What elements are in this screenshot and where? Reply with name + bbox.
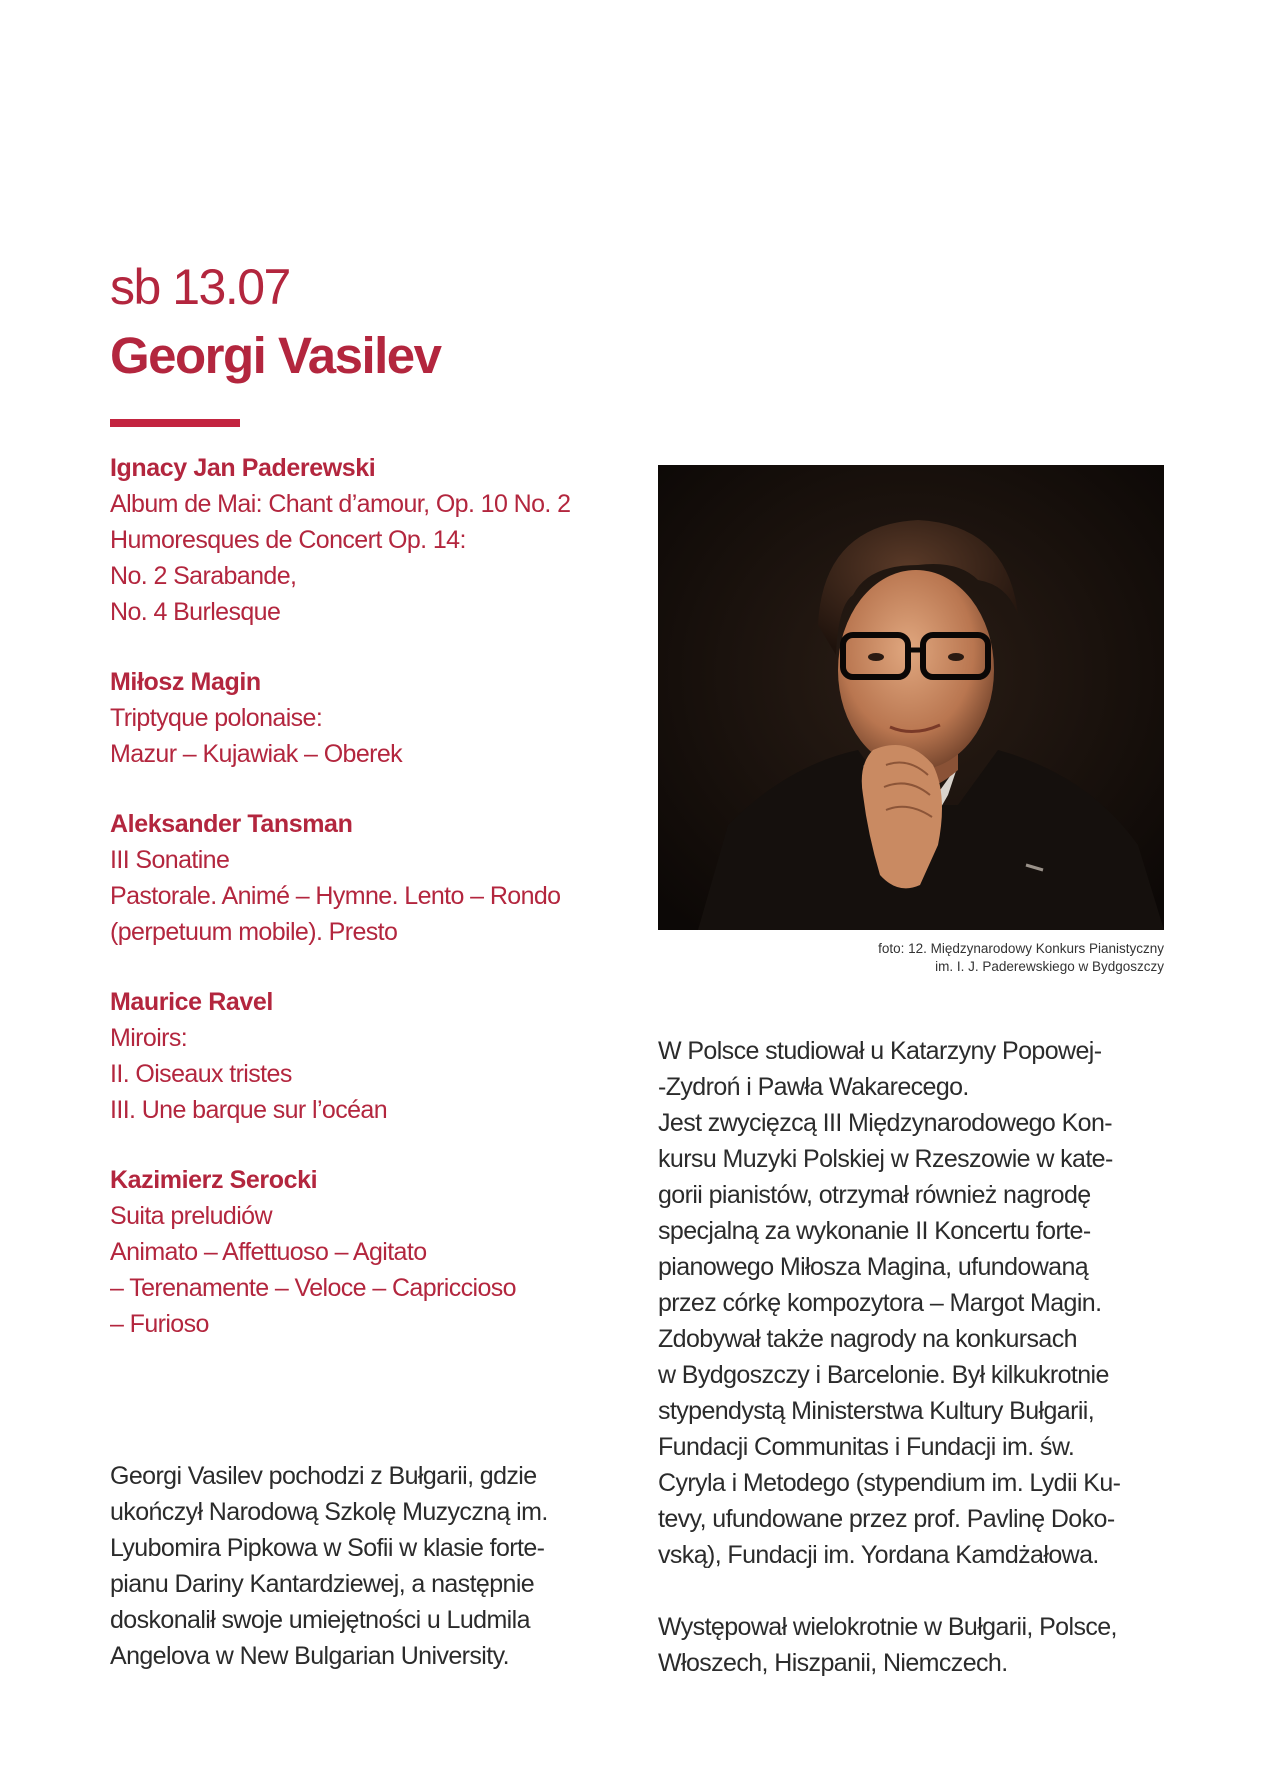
work-line: III. Une barque sur l’océan <box>110 1096 388 1124</box>
bio-line: stypendystą Ministerstwa Kultury Bułgarii, <box>658 1397 1095 1425</box>
bio-line: pianowego Miłosza Magina, ufundowaną <box>658 1253 1089 1281</box>
bio-left-column <box>110 1458 630 1674</box>
work-line: Animato – Affettuoso – Agitato <box>110 1238 427 1266</box>
paragraph-gap <box>658 1573 1178 1609</box>
program-item <box>110 1162 630 1342</box>
concert-date: sb 13.07 <box>110 259 290 315</box>
bio-line: kursu Muzyki Polskiej w Rzeszowie w kate- <box>658 1145 1113 1173</box>
composer-name: Kazimierz Serocki <box>110 1166 318 1194</box>
bio-line: tevy, ufundowane przez prof. Pavlinę Doko- <box>658 1505 1115 1533</box>
work-line: – Terenamente – Veloce – Capriccioso <box>110 1274 516 1302</box>
caption-line: foto: 12. Międzynarodowy Konkurs Pianistyczny <box>878 941 1164 956</box>
bio-line: Angelova w New Bulgarian University. <box>110 1642 509 1670</box>
work-line: II. Oiseaux tristes <box>110 1060 292 1088</box>
program-item <box>110 450 630 630</box>
bio-line: Lyubomira Pipkowa w Sofii w klasie forte- <box>110 1534 545 1562</box>
bio-line: doskonalił swoje umiejętności u Ludmila <box>110 1606 530 1634</box>
work-line: III Sonatine <box>110 846 230 874</box>
work-line: Miroirs: <box>110 1024 188 1052</box>
bio-line: Jest zwycięzcą III Międzynarodowego Kon- <box>658 1109 1112 1137</box>
bio-line: przez córkę kompozytora – Margot Magin. <box>658 1289 1102 1317</box>
work-line: No. 2 Sarabande, <box>110 562 297 590</box>
bio-line: w Bydgoszczy i Barcelonie. Był kilkukrotnie <box>658 1361 1109 1389</box>
bio-line: Włoszech, Hiszpanii, Niemczech. <box>658 1649 1008 1677</box>
bio-line: gorii pianistów, otrzymał również nagrodę <box>658 1181 1091 1209</box>
accent-rule <box>110 419 240 427</box>
performer-photo <box>658 465 1164 930</box>
program-list <box>110 450 630 1376</box>
work-line: Pastorale. Animé – Hymne. Lento – Rondo <box>110 882 561 910</box>
work-line: (perpetuum mobile). Presto <box>110 918 398 946</box>
bio-line: W Polsce studiował u Katarzyny Popowej- <box>658 1037 1102 1065</box>
bio-line: Zdobywał także nagrody na konkursach <box>658 1325 1077 1353</box>
work-line: Humoresques de Concert Op. 14: <box>110 526 466 554</box>
work-line: Album de Mai: Chant d’amour, Op. 10 No. 2 <box>110 490 571 518</box>
program-item <box>110 806 630 950</box>
bio-line: -Zydroń i Pawła Wakarecego. <box>658 1073 969 1101</box>
bio-line: Georgi Vasilev pochodzi z Bułgarii, gdzie <box>110 1462 537 1490</box>
composer-name: Miłosz Magin <box>110 668 261 696</box>
photo-caption <box>658 940 1164 976</box>
work-line: No. 4 Burlesque <box>110 598 281 626</box>
caption-line: im. I. J. Paderewskiego w Bydgoszczy <box>935 959 1164 974</box>
work-line: Mazur – Kujawiak – Oberek <box>110 740 403 768</box>
program-item <box>110 664 630 772</box>
composer-name: Maurice Ravel <box>110 988 273 1016</box>
composer-name: Aleksander Tansman <box>110 810 353 838</box>
bio-right-column <box>658 1033 1178 1681</box>
bio-line: Występował wielokrotnie w Bułgarii, Polsce, <box>658 1613 1117 1641</box>
bio-line: ukończył Narodową Szkolę Muzyczną im. <box>110 1498 548 1526</box>
work-line: Suita preludiów <box>110 1202 272 1230</box>
performer-name: Georgi Vasilev <box>110 327 441 384</box>
bio-line: pianu Dariny Kantardziewej, a następnie <box>110 1570 535 1598</box>
program-item <box>110 984 630 1128</box>
composer-name: Ignacy Jan Paderewski <box>110 454 376 482</box>
bio-line: specjalną za wykonanie II Koncertu forte- <box>658 1217 1091 1245</box>
bio-line: Cyryla i Metodego (stypendium im. Lydii Ku- <box>658 1469 1121 1497</box>
work-line: Triptyque polonaise: <box>110 704 323 732</box>
bio-line: Fundacji Communitas i Fundacji im. św. <box>658 1433 1075 1461</box>
work-line: – Furioso <box>110 1310 209 1338</box>
bio-line: vską), Fundacji im. Yordana Kamdżałowa. <box>658 1541 1099 1569</box>
